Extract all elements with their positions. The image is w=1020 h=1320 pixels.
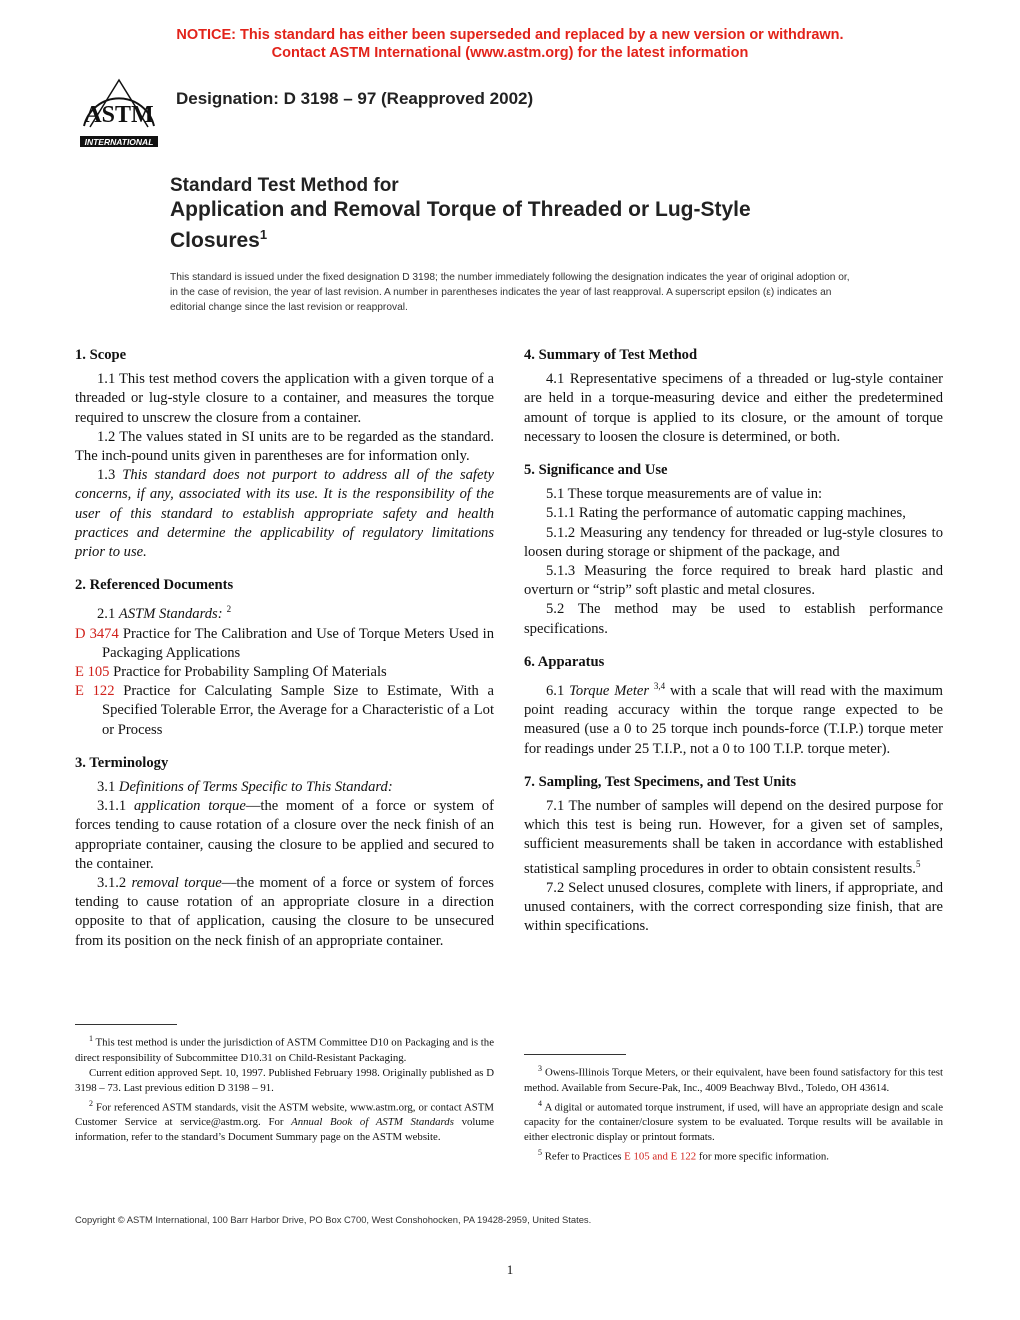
- section-sampling: [524, 773, 943, 936]
- designation: Designation: D 3198 – 97 (Reapproved 2002): [176, 89, 534, 108]
- section-scope: [75, 346, 494, 562]
- section-heading: 5. Significance and Use: [524, 462, 668, 479]
- footnote: $^3$ Owens-Illinois Torque Meters, or their equivalent, have been found satisfactory for this test method. Available from Secure-Pak, Inc., 4009 Beachway Blvd., Toledo, OH 43614.: [524, 1064, 943, 1094]
- paragraph: 5.1 These torque measurements are of value in:: [546, 486, 823, 503]
- footnotes-left: [75, 1031, 494, 1145]
- section-heading: 3. Terminology: [75, 754, 169, 771]
- section-referenced-documents: [75, 576, 494, 739]
- paragraph: 5.2 The method may be used to establish performance specifications.: [524, 601, 943, 637]
- paragraph: 1.3 This standard does not purport to address all of the safety concerns, if any, associated with its use. It is the responsibility of the user of this standard to establish appropriate safety and health practices and determine the applicability of regulatory limitations prior to use.: [75, 467, 494, 561]
- paragraph: 3.1 Definitions of Terms Specific to This Standard:: [97, 778, 393, 795]
- title-footnote-mark: 1: [259, 227, 268, 242]
- footnotes-right: [524, 1061, 943, 1165]
- paragraph: 1.1 This test method covers the application with a given torque of a threaded or lug-style closure to a container, and measures the torque required to unscrew the closure from a container.: [75, 371, 494, 426]
- reference-item: E 122 Practice for Calculating Sample Size to Estimate, With a Specified Tolerable Error, the Average for a Characteristic of a Lot or Process: [75, 683, 494, 738]
- reference-link[interactable]: E 122: [75, 683, 115, 700]
- left-column: [75, 346, 494, 965]
- title-line-2: Application and Removal Torque of Threaded or Lug-Style: [170, 198, 751, 221]
- section-heading: 7. Sampling, Test Specimens, and Test Units: [524, 773, 797, 790]
- issuance-note: This standard is issued under the fixed designation D 3198; the number immediately following the designation indicates the year of original adoption or, in the case of revision, the year of last revision. A number in parentheses indicates the year of last reapproval. A superscript epsilon (ε) indicates an editorial change since the last revision or reapproval.: [170, 272, 850, 313]
- paragraph: 2.1 ASTM Standards: $^2$: [97, 604, 232, 623]
- section-heading: 1. Scope: [75, 347, 127, 363]
- section-heading: 6. Apparatus: [524, 653, 605, 670]
- document-title: [170, 175, 890, 253]
- page-number: 1: [506, 1262, 514, 1277]
- reference-item: D 3474 Practice for The Calibration and Use of Torque Meters Used in Packaging Applications: [75, 625, 494, 661]
- supersession-notice: [0, 26, 1020, 62]
- logo-letters: ASTM: [84, 102, 154, 128]
- title-line-3: Closures$^1$: [170, 227, 268, 252]
- section-terminology: [75, 754, 494, 951]
- paragraph: 7.1 The number of samples will depend on the desired purpose for which this test is being run. However, for a given set of samples, sufficient measurements shall be taken in accordance with established statistical sampling procedures in order to obtain consistent results.$^5$: [524, 797, 943, 877]
- footnote: $^5$ Refer to Practices E 105 and E 122 for more specific information.: [538, 1148, 829, 1163]
- footnote-rule: [524, 1054, 626, 1055]
- paragraph: 4.1 Representative specimens of a threaded or lug-style container are held in a torque-measuring device and either the predetermined amount of torque is applied to its closure, or the amount of torque necessary to loosen the closure is determined, or both.: [524, 371, 943, 445]
- section-heading: 2. Referenced Documents: [75, 577, 234, 594]
- paragraph: 7.2 Select unused closures, complete with liners, if appropriate, and unused containers, with the correct corresponding size finish, that are within specifications.: [524, 879, 943, 934]
- logo-caption: INTERNATIONAL: [84, 137, 154, 147]
- paragraph: 5.1.1 Rating the performance of automatic capping machines,: [546, 505, 906, 522]
- footnote: $^2$ For referenced ASTM standards, visit the ASTM website, www.astm.org, or contact ASTM Customer Service at service@astm.org. For Annual Book of ASTM Standards volume information, refer to the standard’s Document Summary page on the ASTM website.: [75, 1098, 495, 1144]
- footnote: $^4$ A digital or automated torque instrument, if used, will have an appropriate design and scale capacity for the container/closure system to be evaluated. Torque results will be available in either electronic display or printout formats.: [524, 1098, 943, 1144]
- paragraph: 1.2 The values stated in SI units are to be regarded as the standard. The inch-pound units given in parentheses are for information only.: [75, 428, 494, 465]
- right-column: [524, 346, 943, 950]
- section-significance: [524, 461, 943, 639]
- copyright: Copyright © ASTM International, 100 Barr Harbor Drive, PO Box C700, West Conshohocken, PA 19428-2959, United States.: [75, 1214, 592, 1225]
- paragraph: 3.1.1 application torque—the moment of a force or system of forces tending to cause rotation of a closure over the neck finish of an appropriate container, causing the closure to be applied and secured to the container.: [75, 798, 495, 872]
- title-line-1: Standard Test Method for: [170, 175, 399, 196]
- paragraph: 6.1 Torque Meter $^{3,4}$ with a scale that will read with the maximum point reading accuracy within the torque range expected to be measured (use a 0 to 25 torque inch pounds-force (T.I.P.) torque meter for readings under 25 T.I.P., not a 0 to 100 T.I.P. torque meter).: [524, 681, 943, 757]
- astm-logo: [76, 74, 162, 150]
- footnote: Current edition approved Sept. 10, 1997. Published February 1998. Originally published as D 3198 – 73. Last previous edition D 3198 – 91.: [75, 1066, 494, 1094]
- section-apparatus: [524, 653, 943, 759]
- reference-link[interactable]: E 105: [75, 663, 110, 680]
- reference-link[interactable]: E 105: [624, 1150, 650, 1163]
- notice-line-2: Contact ASTM International (www.astm.org) for the latest information: [271, 45, 749, 61]
- reference-link[interactable]: D 3474: [75, 625, 119, 642]
- paragraph: 5.1.3 Measuring the force required to break hard plastic and overturn or “strip” soft plastic and metal closures.: [524, 563, 943, 599]
- footnote: $^1$ This test method is under the jurisdiction of ASTM Committee D10 on Packaging and is the direct responsibility of Subcommittee D10.31 on Child-Resistant Packaging.: [75, 1034, 494, 1064]
- section-summary: [524, 346, 943, 447]
- footnote-rule: [75, 1024, 177, 1025]
- paragraph: 5.1.2 Measuring any tendency for threaded or lug-style closures to loosen during storage or shipment of the package, and: [524, 524, 943, 560]
- notice-line-1: NOTICE: This standard has either been superseded and replaced by a new version or withdrawn.: [176, 27, 844, 43]
- paragraph: 3.1.2 removal torque—the moment of a force or system of forces tending to cause rotation of an appropriate closure in a direction opposite to that of application, causing the closure to be unsecured from its position on the neck finish of an appropriate container.: [75, 874, 494, 949]
- section-heading: 4. Summary of Test Method: [524, 347, 698, 363]
- reference-link[interactable]: E 122: [670, 1150, 697, 1163]
- reference-item: E 105 Practice for Probability Sampling Of Materials: [75, 663, 387, 680]
